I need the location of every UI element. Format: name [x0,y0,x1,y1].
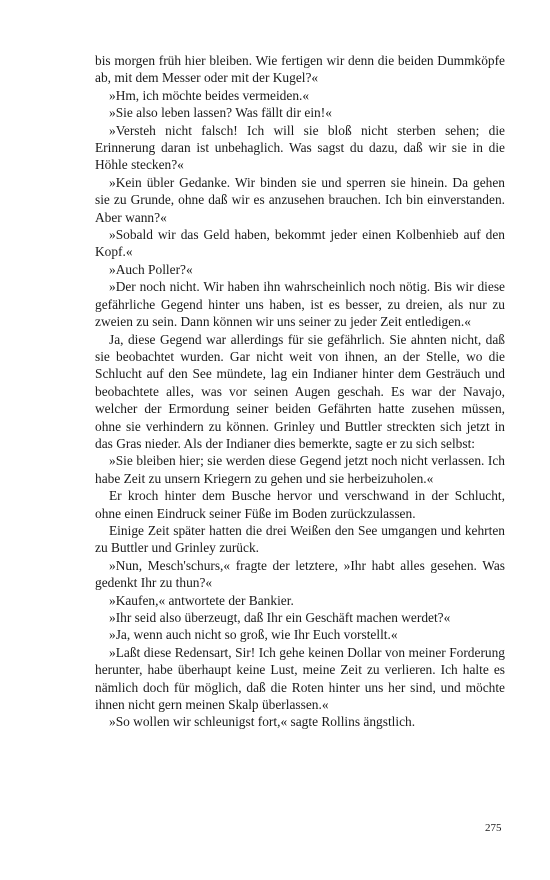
paragraph: »Kaufen,« antwortete der Bankier. [109,592,294,608]
paragraph: »Laßt diese Redensart, Sir! Ich gehe keinen Dollar von meiner Forderung herunter, habe überhaupt keine Lust, meine Zeit zu verlieren. Ich halte es nämlich doch für möglich, daß die Roten hinter uns her sind, und möchte ihnen nicht gern meinen Skalp überlassen.« [95,644,505,713]
paragraph: »Der noch nicht. Wir haben ihn wahrscheinlich noch nötig. Bis wir diese gefährliche Gegend hinter uns haben, ist es besser, zu dreien, als nur zu zweien zu sein. Dann können wir uns seiner zu jeder Zeit entledigen.« [95,279,505,330]
paragraph: »Hm, ich möchte beides vermeiden.« [109,87,310,103]
paragraph: »Sie also leben lassen? Was fällt dir ein!« [109,105,332,121]
paragraph: »Sie bleiben hier; sie werden diese Gegend jetzt noch nicht verlassen. Ich habe Zeit zu unsern Kriegern zu gehen und sie herbeizuholen.« [95,453,505,486]
paragraph: »Ja, wenn auch nicht so groß, wie Ihr Euch vorstellt.« [109,627,398,643]
paragraph: bis morgen früh hier bleiben. Wie fertigen wir denn die beiden Dummköpfe ab, mit dem Messer oder mit der Kugel?« [95,53,505,86]
paragraph: »Auch Poller?« [109,261,193,277]
paragraph: Er kroch hinter dem Busche hervor und verschwand in der Schlucht, ohne einen Eindruck seiner Füße im Boden zurückzulassen. [95,488,505,521]
paragraph: »Ihr seid also überzeugt, daß Ihr ein Geschäft machen werdet?« [109,610,451,625]
body-text [95,52,505,731]
paragraph: »Versteh nicht falsch! Ich will sie bloß nicht sterben sehen; die Erinnerung daran ist unbehaglich. Was sagst du dazu, daß wir sie in die Höhle stecken?« [95,122,505,173]
paragraph: »So wollen wir schleunigst fort,« sagte Rollins ängstlich. [109,714,416,730]
paragraph: »Nun, Mesch'schurs,« fragte der letztere, »Ihr habt alles gesehen. Was gedenkt Ihr zu thun?« [95,557,505,591]
paragraph: »Sobald wir das Geld haben, bekommt jeder einen Kolbenhieb auf den Kopf.« [95,227,505,260]
paragraph: »Kein übler Gedanke. Wir binden sie und sperren sie hinein. Da gehen sie zu Grunde, ohne daß wir es anzusehen brauchen. Ich bin einverstanden. Aber wann?« [95,174,505,225]
paragraph: Ja, diese Gegend war allerdings für sie gefährlich. Sie ahnten nicht, daß sie beobachtet wurden. Gar nicht weit von ihnen, an der Stelle, wo die Schlucht auf den See mündete, lag ein Indianer hinter dem Gesträuch und beobachtete alles, was vor seinen Augen geschah. Es war der Navajo, welcher der Ermordung seiner beiden Gefährten hatte zusehen müssen, ohne sie verhindern zu können. Grinley und Buttler streckten sich jetzt in das Gras nieder. Als der Indianer dies bemerkte, sagte er zu sich selbst: [95,331,505,451]
page-number: 275 [485,822,502,834]
paragraph: Einige Zeit später hatten die drei Weißen den See umgangen und kehrten zu Buttler und Grinley zurück. [95,522,505,556]
